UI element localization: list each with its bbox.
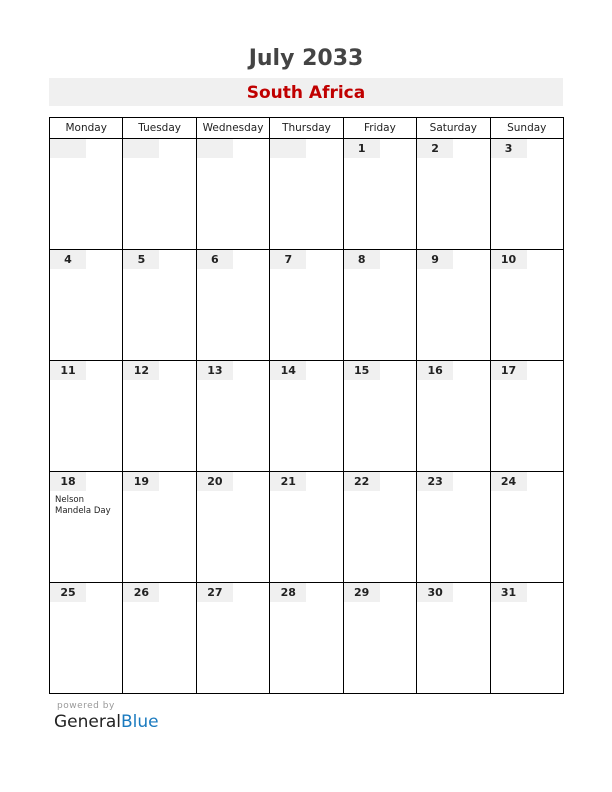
logo-blue: Blue (121, 712, 159, 732)
day-cell[interactable] (50, 139, 123, 250)
date-number: 11 (50, 361, 86, 380)
powered-by-label: powered by (57, 701, 115, 711)
date-number: 9 (417, 250, 453, 269)
day-cell[interactable] (270, 472, 343, 583)
day-cell[interactable] (270, 250, 343, 361)
day-cell[interactable] (196, 139, 269, 250)
day-cell[interactable] (343, 139, 416, 250)
day-cell[interactable] (196, 583, 269, 694)
day-cell[interactable] (490, 361, 563, 472)
day-cell[interactable] (123, 472, 196, 583)
date-number: 8 (344, 250, 380, 269)
day-cell[interactable] (50, 472, 123, 583)
day-cell[interactable] (417, 583, 490, 694)
day-cell[interactable] (123, 361, 196, 472)
day-cell[interactable] (417, 250, 490, 361)
date-number: 23 (417, 472, 453, 491)
date-number: 5 (123, 250, 159, 269)
weekday-header: Thursday (270, 118, 343, 139)
date-number (197, 139, 233, 158)
date-number: 16 (417, 361, 453, 380)
date-number: 15 (344, 361, 380, 380)
date-number: 3 (491, 139, 527, 158)
date-number: 10 (491, 250, 527, 269)
day-cell[interactable] (490, 250, 563, 361)
day-cell[interactable] (343, 361, 416, 472)
date-number: 27 (197, 583, 233, 602)
date-number: 19 (123, 472, 159, 491)
day-cell[interactable] (490, 139, 563, 250)
day-cell[interactable] (123, 583, 196, 694)
day-cell[interactable] (196, 472, 269, 583)
date-number: 7 (270, 250, 306, 269)
weekday-header: Friday (343, 118, 416, 139)
date-number: 25 (50, 583, 86, 602)
page-title: July 2033 (248, 46, 364, 71)
day-cell[interactable] (417, 361, 490, 472)
weekday-header: Sunday (490, 118, 563, 139)
holiday-label: Nelson Mandela Day (55, 495, 111, 516)
date-number: 4 (50, 250, 86, 269)
date-number: 20 (197, 472, 233, 491)
date-number: 18 (50, 472, 86, 491)
day-cell[interactable] (50, 583, 123, 694)
week-row (50, 250, 564, 361)
date-number: 31 (491, 583, 527, 602)
day-cell[interactable] (490, 583, 563, 694)
date-number: 30 (417, 583, 453, 602)
date-number: 14 (270, 361, 306, 380)
day-cell[interactable] (50, 250, 123, 361)
country-banner (49, 78, 563, 106)
weekday-header: Wednesday (196, 118, 269, 139)
week-row (50, 472, 564, 583)
date-number: 28 (270, 583, 306, 602)
day-cell[interactable] (417, 472, 490, 583)
day-cell[interactable] (270, 361, 343, 472)
day-cell[interactable] (270, 583, 343, 694)
day-cell[interactable] (123, 250, 196, 361)
date-number: 2 (417, 139, 453, 158)
weekday-header-row (50, 118, 564, 139)
day-cell[interactable] (270, 139, 343, 250)
day-cell[interactable] (196, 250, 269, 361)
weekday-header: Tuesday (123, 118, 196, 139)
date-number: 22 (344, 472, 380, 491)
date-number: 6 (197, 250, 233, 269)
day-cell[interactable] (343, 583, 416, 694)
date-number: 29 (344, 583, 380, 602)
date-number: 1 (344, 139, 380, 158)
day-cell[interactable] (50, 361, 123, 472)
date-number: 17 (491, 361, 527, 380)
day-cell[interactable] (417, 139, 490, 250)
day-cell[interactable] (343, 250, 416, 361)
country-name: South Africa (246, 83, 366, 103)
date-number: 26 (123, 583, 159, 602)
week-row (50, 361, 564, 472)
logo-general: General (54, 712, 121, 732)
date-number: 21 (270, 472, 306, 491)
date-number (270, 139, 306, 158)
date-number: 24 (491, 472, 527, 491)
date-number: 12 (123, 361, 159, 380)
week-row (50, 139, 564, 250)
date-number: 13 (197, 361, 233, 380)
calendar-grid (49, 117, 564, 694)
day-cell[interactable] (123, 139, 196, 250)
weekday-header: Saturday (417, 118, 490, 139)
day-cell[interactable] (343, 472, 416, 583)
day-cell[interactable] (196, 361, 269, 472)
weekday-header: Monday (50, 118, 123, 139)
generalblue-logo[interactable] (54, 712, 159, 732)
date-number (50, 139, 86, 158)
date-number (123, 139, 159, 158)
day-cell[interactable] (490, 472, 563, 583)
week-row (50, 583, 564, 694)
